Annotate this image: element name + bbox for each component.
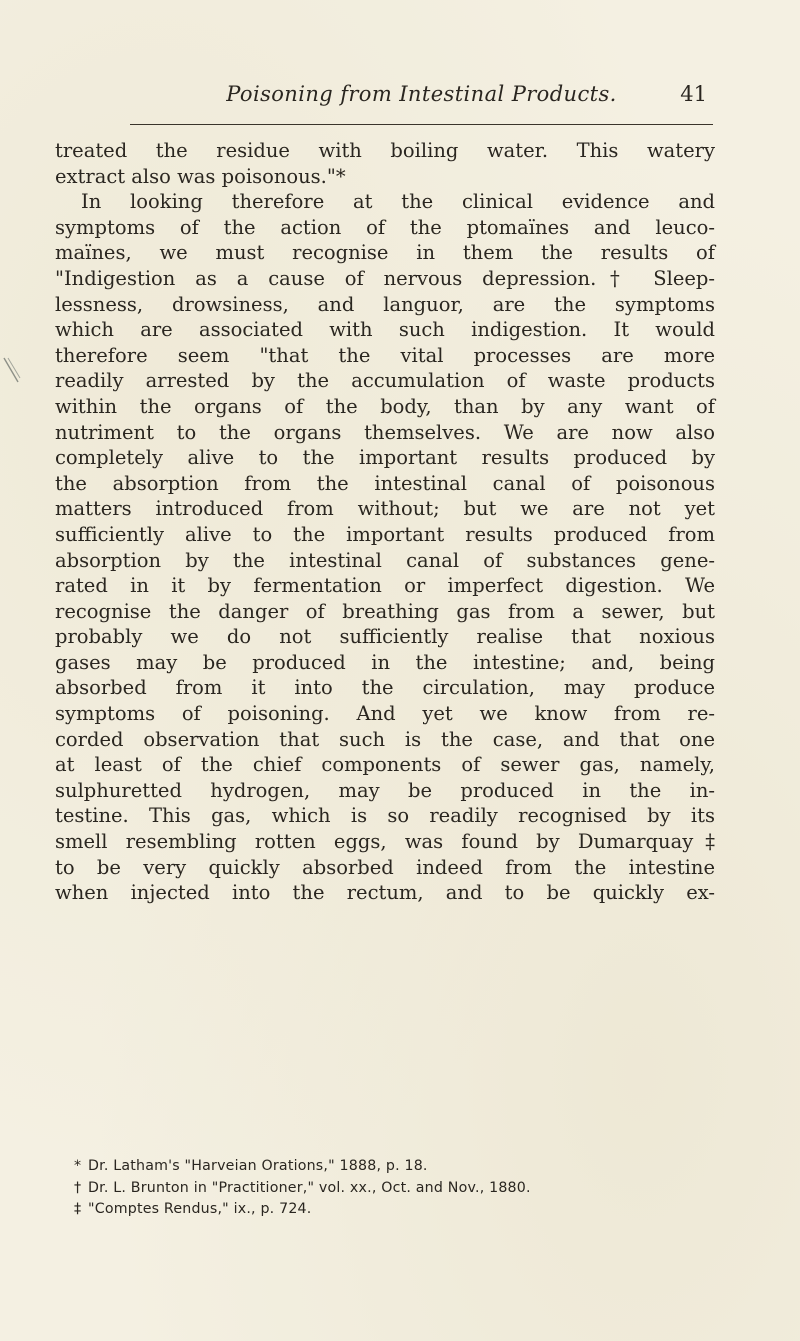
body-line: which are associated with such indigestion. It would — [55, 318, 715, 342]
header-rule — [130, 124, 713, 125]
page-number: 41 — [680, 82, 707, 106]
page-header — [130, 82, 713, 118]
footnote-mark: † — [74, 1179, 82, 1196]
body-line: testine. This gas, which is so readily recognised by its — [55, 804, 715, 828]
body-line: symptoms of the action of the ptomaïnes and leuco- — [55, 215, 715, 239]
footnote-mark: ‡ — [74, 1201, 82, 1217]
body-line: lessness, drowsiness, and languor, are the symptoms — [55, 292, 715, 316]
body-line: In looking therefore at the clinical evidence and — [81, 190, 715, 214]
body-line: to be very quickly absorbed indeed from the intestine — [55, 855, 715, 879]
body-line: gases may be produced in the intestine; and, being — [55, 650, 715, 674]
body-line: corded observation that such is the case, and that one — [55, 727, 715, 751]
footnote-text: Dr. L. Brunton in "Practitioner," vol. xx., Oct. and Nov., 1880. — [88, 1179, 531, 1196]
body-line: recognise the danger of breathing gas from a sewer, but — [55, 599, 715, 623]
body-line: within the organs of the body, than by any want of — [55, 394, 715, 418]
running-title: Poisoning from Intestinal Products. — [226, 82, 617, 106]
body-text — [55, 138, 715, 906]
body-line: completely alive to the important results produced by — [55, 446, 715, 470]
body-line: matters introduced from without; but we are not yet — [55, 497, 715, 521]
body-line: maïnes, we must recognise in them the results of — [55, 241, 715, 265]
body-line: smell resembling rotten eggs, was found by Dumarquay‡ — [55, 830, 715, 854]
body-line: extract also was poisonous."* — [55, 164, 346, 188]
footnote-mark: * — [74, 1158, 82, 1174]
pencil-mark-icon — [2, 356, 22, 386]
body-line: absorbed from it into the circulation, may produce — [55, 676, 715, 700]
body-line: sulphuretted hydrogen, may be produced in the in- — [55, 778, 715, 802]
body-line: symptoms of poisoning. And yet we know from re- — [55, 702, 715, 726]
body-line: the absorption from the intestinal canal of poisonous — [55, 471, 715, 495]
footnote — [74, 1156, 734, 1178]
body-line: therefore seem "that the vital processes are more — [55, 343, 715, 367]
body-line: sufficiently alive to the important results produced from — [55, 522, 715, 546]
body-line: "Indigestion as a cause of nervous depression.† Sleep- — [55, 266, 715, 290]
body-line: rated in it by fermentation or imperfect digestion. We — [55, 574, 715, 598]
body-line: readily arrested by the accumulation of waste products — [55, 369, 715, 393]
body-line: nutriment to the organs themselves. We are now also — [55, 420, 715, 444]
body-line: at least of the chief components of sewer gas, namely, — [55, 753, 715, 777]
body-line: probably we do not sufficiently realise that noxious — [55, 625, 715, 649]
body-line: when injected into the rectum, and to be quickly ex- — [55, 881, 715, 905]
footnote — [74, 1178, 734, 1200]
footnote-text: Dr. Latham's "Harveian Orations," 1888, p. 18. — [88, 1158, 428, 1174]
footnote-text: "Comptes Rendus," ix., p. 724. — [88, 1201, 312, 1217]
body-line: absorption by the intestinal canal of substances gene- — [55, 548, 715, 572]
body-line: treated the residue with boiling water. This watery — [55, 139, 715, 162]
footnote — [74, 1199, 734, 1221]
footnotes — [74, 1156, 734, 1221]
